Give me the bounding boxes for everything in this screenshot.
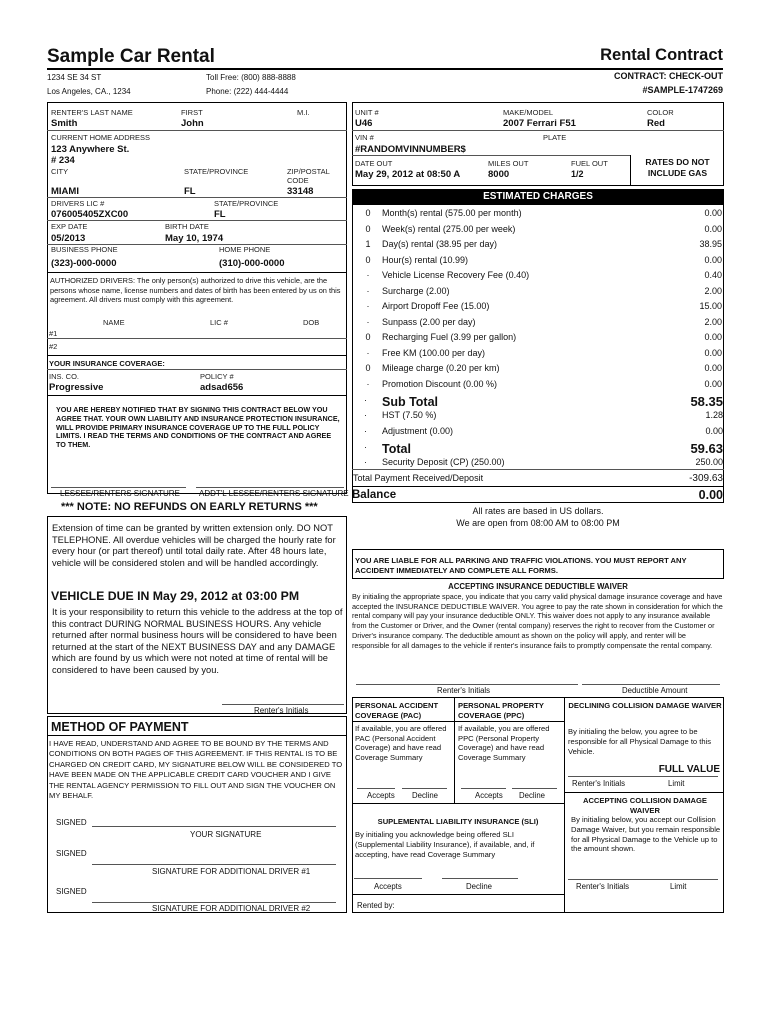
- policy-label: POLICY #: [200, 372, 234, 381]
- city-value: MIAMI: [51, 186, 79, 197]
- exp-date-value: 05/2013: [51, 233, 86, 244]
- charge-amount: 0.00: [704, 363, 722, 373]
- lessee-signature-label: LESSEE/RENTERS SIGNATURE: [60, 489, 180, 498]
- adjust-value: 0.00: [705, 426, 723, 436]
- accepting-cdw-text: By initialing below, you accept our Collision Damage Waiver, but you remain responsible for all Physical Damage to the Vehicle up to the amount shown.: [571, 815, 721, 854]
- liability-text: YOU ARE LIABLE FOR ALL PARKING AND TRAFFIC VIOLATIONS. YOU MUST REPORT ANY ACCIDENT IMMEDIATELY AND COMPLETE ALL FORMS.: [355, 556, 687, 575]
- charge-amount: 0.40: [704, 270, 722, 280]
- deductible-title: ACCEPTING INSURANCE DEDUCTIBLE WAIVER: [448, 582, 628, 591]
- authorized-drivers-text: AUTHORIZED DRIVERS: The only person(s) authorized to drive this vehicle, are the persons whose name, license numbers and dates of birth has been entered by us on this agreement. All drivers must comply with this agreement.: [50, 276, 341, 304]
- unit-value: U46: [355, 118, 373, 129]
- deposit-dot: ·: [364, 457, 367, 467]
- charge-description: Mileage charge (0.20 per km): [382, 363, 500, 373]
- charge-qty: 0: [365, 332, 371, 342]
- ppc-accepts[interactable]: Accepts: [475, 791, 503, 800]
- miles-out-label: MILES OUT: [488, 159, 529, 168]
- charge-amount: 0.00: [704, 208, 722, 218]
- home-phone-label: HOME PHONE: [219, 245, 271, 254]
- charge-row: [352, 255, 724, 270]
- sli-decline[interactable]: Decline: [466, 882, 493, 891]
- driver-row-2: #2: [49, 342, 58, 351]
- payment-received-label: Total Payment Received/Deposit: [353, 473, 484, 483]
- charge-row: [352, 379, 724, 394]
- sli-accepts[interactable]: Accepts: [374, 882, 402, 891]
- ppc-title: PERSONAL PROPERTY COVERAGE (PPC): [458, 701, 544, 720]
- header-rule: [47, 68, 723, 70]
- sli-text: By initialing you acknowledge being offered SLI (Supplemental Liability Insurance), if available, and, if accepting, have read Coverage Summary: [355, 830, 535, 859]
- charge-qty: 0: [365, 254, 371, 265]
- vin-value: #RANDOMVINNUMBER$: [355, 144, 466, 155]
- address-value-1: 123 Anywhere St.: [51, 144, 130, 155]
- total-dot: ·: [364, 442, 367, 452]
- charge-row: [352, 332, 724, 347]
- zip-label: ZIP/POSTAL: [287, 167, 330, 176]
- hst-label: HST (7.50 %): [382, 410, 437, 420]
- no-refunds-note: *** NOTE: NO REFUNDS ON EARLY RETURNS ***: [61, 501, 318, 513]
- company-name: Sample Car Rental: [47, 46, 215, 67]
- zip-label-2: CODE: [287, 176, 309, 185]
- document-title: Rental Contract: [600, 46, 723, 64]
- charge-row: [352, 301, 724, 316]
- addtl-signature-label: ADDT'L LESSEE/RENTERS SIGNATURE: [199, 489, 349, 498]
- charge-qty: ·: [366, 316, 370, 327]
- declining-limit: Limit: [668, 779, 685, 788]
- driver-row-1: #1: [49, 329, 58, 338]
- ppc-text: If available, you are offered PPC (Personal Property Coverage) and have read Coverage Summary: [458, 724, 550, 762]
- zip-value: 33148: [287, 186, 314, 197]
- charge-amount: 0.00: [704, 378, 722, 389]
- miles-out-value: 8000: [488, 169, 510, 180]
- fuel-out-value: 1/2: [571, 169, 584, 179]
- charge-qty: 0: [365, 208, 371, 218]
- charge-amount: 0.00: [704, 223, 722, 234]
- charge-description: Month(s) rental (575.00 per month): [382, 208, 522, 218]
- rates-usd-note: All rates are based in US dollars.: [472, 506, 604, 516]
- policy-value: adsad656: [200, 382, 244, 393]
- charge-amount: 0.00: [704, 347, 722, 358]
- home-phone-value: (310)-000-0000: [219, 258, 285, 269]
- address-value-2: # 234: [51, 155, 75, 166]
- deductible-amount-label: Deductible Amount: [622, 686, 688, 695]
- deposit-value: 250.00: [695, 457, 723, 467]
- additional-driver-2-label: SIGNATURE FOR ADDITIONAL DRIVER #2: [152, 904, 311, 913]
- business-phone-value: (323)-000-0000: [51, 258, 117, 269]
- exp-date-label: EXP DATE: [51, 222, 88, 231]
- charge-amount: 38.95: [699, 239, 722, 249]
- pac-decline[interactable]: Decline: [412, 791, 439, 800]
- lic-state-value: FL: [214, 209, 226, 220]
- charge-qty: ·: [366, 347, 370, 358]
- home-address-label: CURRENT HOME ADDRESS: [51, 133, 151, 142]
- charge-description: Week(s) rental (275.00 per week): [382, 223, 516, 234]
- charge-description: Hour(s) rental (10.99): [382, 254, 469, 265]
- city-label: CITY: [51, 167, 69, 176]
- full-value: FULL VALUE: [658, 764, 720, 775]
- payment-received-value: -309.63: [689, 473, 723, 484]
- mi-label: M.I.: [297, 108, 310, 117]
- due-initials-label: Renter's Initials: [254, 706, 309, 715]
- address-line-2: Los Angeles, CA., 1234: [47, 87, 131, 96]
- charge-qty: ·: [366, 285, 370, 296]
- charge-qty: 0: [365, 363, 371, 373]
- charge-amount: 2.00: [704, 285, 722, 296]
- address-line-1: 1234 SE 34 ST: [47, 73, 102, 82]
- business-phone-label: BUSINESS PHONE: [51, 245, 118, 254]
- additional-driver-1-label: SIGNATURE FOR ADDITIONAL DRIVER #1: [152, 867, 311, 876]
- drivers-lic-label: DRIVERS LIC #: [51, 199, 105, 208]
- drivers-lic-value: 076005405ZXC00: [51, 209, 129, 220]
- pac-accepts[interactable]: Accepts: [367, 791, 395, 800]
- charge-qty: ·: [366, 301, 370, 311]
- insurance-notice: YOU ARE HEREBY NOTIFIED THAT BY SIGNING THIS CONTRACT BELOW YOU AGREE THAT. YOUR OWN LIABILITY AND INSURANCE PROTECTION INSURANCE, WILL PROVIDE PRIMARY INSURANCE COVERAGE UP TO THE FULL POLICY LIMITS. I READ THE TERMS AND CONDITIONS OF THE CONTRACT AND AGREE TO THEM.: [56, 405, 340, 450]
- contract-number: #SAMPLE-1747269: [642, 85, 723, 95]
- hst-dot: ·: [364, 410, 367, 420]
- contract-label: CONTRACT: CHECK-OUT: [614, 71, 723, 81]
- subtotal-value: 58.35: [690, 394, 723, 409]
- insurance-company-label: INS. CO.: [49, 372, 80, 381]
- adjust-label: Adjustment (0.00): [382, 426, 454, 436]
- charge-amount: 2.00: [704, 316, 722, 327]
- charge-description: Promotion Discount (0.00 %): [382, 378, 498, 389]
- payment-text: I HAVE READ, UNDERSTAND AND AGREE TO BE BOUND BY THE TERMS AND CONDITIONS ON BOTH PAGES OF THIS AGREEMENT. IF THIS RENTAL IS TO BE CHARGED ON CREDIT CARD, MY SIGNATURE BELOW WILL BE CONSIDERED TO HAVE BEEN MADE ON THE APPLICABLE CREDIT CARD VOUCHER AND I GIVE THE RENTAL AGENCY PERMISSION TO FILL OUT AND SIGN THE VOUCHER ON MY BEHALF.: [49, 739, 343, 801]
- unit-label: UNIT #: [355, 108, 379, 117]
- your-signature-label: YOUR SIGNATURE: [190, 830, 262, 839]
- charge-description: Vehicle License Recovery Fee (0.40): [382, 270, 530, 280]
- charge-description: Surcharge (2.00): [382, 285, 450, 296]
- state-label: STATE/PROVINCE: [184, 167, 249, 176]
- charge-description: Recharging Fuel (3.99 per gallon): [382, 332, 517, 342]
- signed-2: SIGNED: [56, 849, 87, 858]
- deductible-initials-label: Renter's Initials: [437, 686, 491, 695]
- state-value: FL: [184, 186, 196, 197]
- accepting-limit: Limit: [670, 882, 687, 891]
- last-name-label: RENTER'S LAST NAME: [51, 108, 133, 117]
- color-label: COLOR: [647, 108, 674, 117]
- driver-lic-label: LIC #: [210, 318, 228, 327]
- charge-row: [352, 286, 724, 301]
- accepting-cdw-title: ACCEPTING COLLISION DAMAGE WAIVER: [582, 796, 708, 815]
- charge-description: Free KM (100.00 per day): [382, 347, 486, 358]
- charge-description: Airport Dropoff Fee (15.00): [382, 301, 490, 311]
- subtotal-dot: ·: [364, 395, 367, 405]
- declining-initials: Renter's Initials: [572, 779, 626, 788]
- deductible-text: By initialing the appropriate space, you indicate that you carry valid physical damage insurance coverage and have accepted the INSURANCE DEDUCTIBLE WAIVER. You agree to pay the rate shown in consideration for which the rental company will pay your insurance deductible ONLY. This waiver does not apply to any insurance available from the Customer or Driver, and the Owner (rental company) reserves the right to recover from the Customer or Driver's insurance company. The deductible amount as shown on the policy will apply, and renter will be responsible for all damages to the vehicle if renter's insurance fails to promptly compensate the rental company.: [352, 592, 723, 650]
- total-label: Total: [382, 442, 411, 456]
- driver-name-label: NAME: [103, 318, 125, 327]
- charge-qty: ·: [366, 270, 370, 280]
- charge-row: [352, 239, 724, 254]
- charge-amount: 15.00: [699, 301, 722, 311]
- last-name-value: Smith: [51, 118, 78, 129]
- vehicle-due-text: It is your responsibility to return this vehicle to the address at the top of this contract DURING NORMAL BUSINESS HOURS. Any vehicle returned after normal business hours will be considered to have been returned at the start of the NEXT BUSINESS DAY and any DAMAGE which are found by us which were not noted at time of rental will be considered to have been caused by you.: [52, 607, 343, 675]
- insurance-title: YOUR INSURANCE COVERAGE:: [49, 359, 165, 368]
- charge-row: [352, 224, 724, 239]
- rented-by-label: Rented by:: [357, 901, 395, 910]
- signed-1: SIGNED: [56, 818, 87, 827]
- birth-date-label: BIRTH DATE: [165, 222, 209, 231]
- hours-note: We are open from 08:00 AM to 08:00 PM: [456, 518, 620, 528]
- payment-title: METHOD OF PAYMENT: [51, 720, 189, 734]
- sli-title: SUPLEMENTAL LIABILITY INSURANCE (SLI): [377, 817, 539, 826]
- adjust-dot: ·: [364, 426, 367, 436]
- driver-dob-label: DOB: [303, 318, 320, 327]
- charge-row: [352, 348, 724, 363]
- first-name-value: John: [181, 118, 204, 129]
- charge-row: [352, 208, 724, 223]
- vin-label: VIN #: [355, 133, 374, 142]
- first-name-label: FIRST: [181, 108, 203, 117]
- vehicle-due-title: VEHICLE DUE IN May 29, 2012 at 03:00 PM: [51, 589, 300, 603]
- hst-value: 1.28: [705, 410, 723, 420]
- charge-qty: ·: [366, 378, 370, 389]
- phone: Phone: (222) 444-4444: [206, 87, 289, 96]
- charge-description: Day(s) rental (38.95 per day): [382, 239, 498, 249]
- rates-note-1: RATES DO NOT: [645, 157, 710, 167]
- charge-amount: 0.00: [704, 332, 722, 342]
- charge-row: [352, 270, 724, 285]
- estimated-charges-title: ESTIMATED CHARGES: [352, 189, 724, 205]
- declining-cdw-text: By initialing the below, you agree to be responsible for all Physical Damage to this Vehicle.: [568, 727, 712, 756]
- balance-value: 0.00: [698, 488, 723, 502]
- charge-amount: 0.00: [704, 254, 722, 265]
- ppc-decline[interactable]: Decline: [519, 791, 546, 800]
- fuel-out-label: FUEL OUT: [571, 159, 608, 168]
- deposit-label: Security Deposit (CP) (250.00): [382, 457, 505, 467]
- color-value: Red: [647, 118, 665, 129]
- pac-title: PERSONAL ACCIDENT COVERAGE (PAC): [355, 701, 439, 720]
- rates-note-2: INCLUDE GAS: [647, 168, 708, 178]
- charge-row: [352, 363, 724, 378]
- charge-row: [352, 317, 724, 332]
- lic-state-label: STATE/PROVINCE: [214, 199, 279, 208]
- extension-text: Extension of time can be granted by written extension only. DO NOT TELEPHONE. All overdue vehicles will be charged the hourly rate for every hour (or part thereof) until total daily rate. After 48 hours late, vehicle will be considered stolen and will be handled accordingly.: [52, 523, 336, 568]
- date-out-label: DATE OUT: [355, 159, 393, 168]
- charge-qty: 0: [365, 223, 371, 234]
- charge-qty: 1: [365, 239, 371, 249]
- subtotal-label: Sub Total: [382, 395, 439, 409]
- total-value: 59.63: [690, 441, 723, 456]
- balance-label: Balance: [352, 489, 397, 501]
- pac-text: If available, you are offered PAC (Personal Accident Coverage) and have read Coverage Summary: [355, 724, 447, 762]
- signed-3: SIGNED: [56, 887, 87, 896]
- make-value: 2007 Ferrari F51: [503, 118, 576, 129]
- plate-label: PLATE: [543, 133, 567, 142]
- date-out-value: May 29, 2012 at 08:50 A: [355, 169, 461, 180]
- make-label: MAKE/MODEL: [503, 108, 554, 117]
- declining-cdw-title: DECLINING COLLISION DAMAGE WAIVER: [568, 701, 722, 710]
- accepting-initials: Renter's Initials: [576, 882, 630, 891]
- insurance-company-value: Progressive: [49, 382, 104, 393]
- toll-free: Toll Free: (800) 888-8888: [206, 73, 296, 82]
- birth-date-value: May 10, 1974: [165, 233, 224, 244]
- charge-description: Sunpass (2.00 per day): [382, 316, 476, 327]
